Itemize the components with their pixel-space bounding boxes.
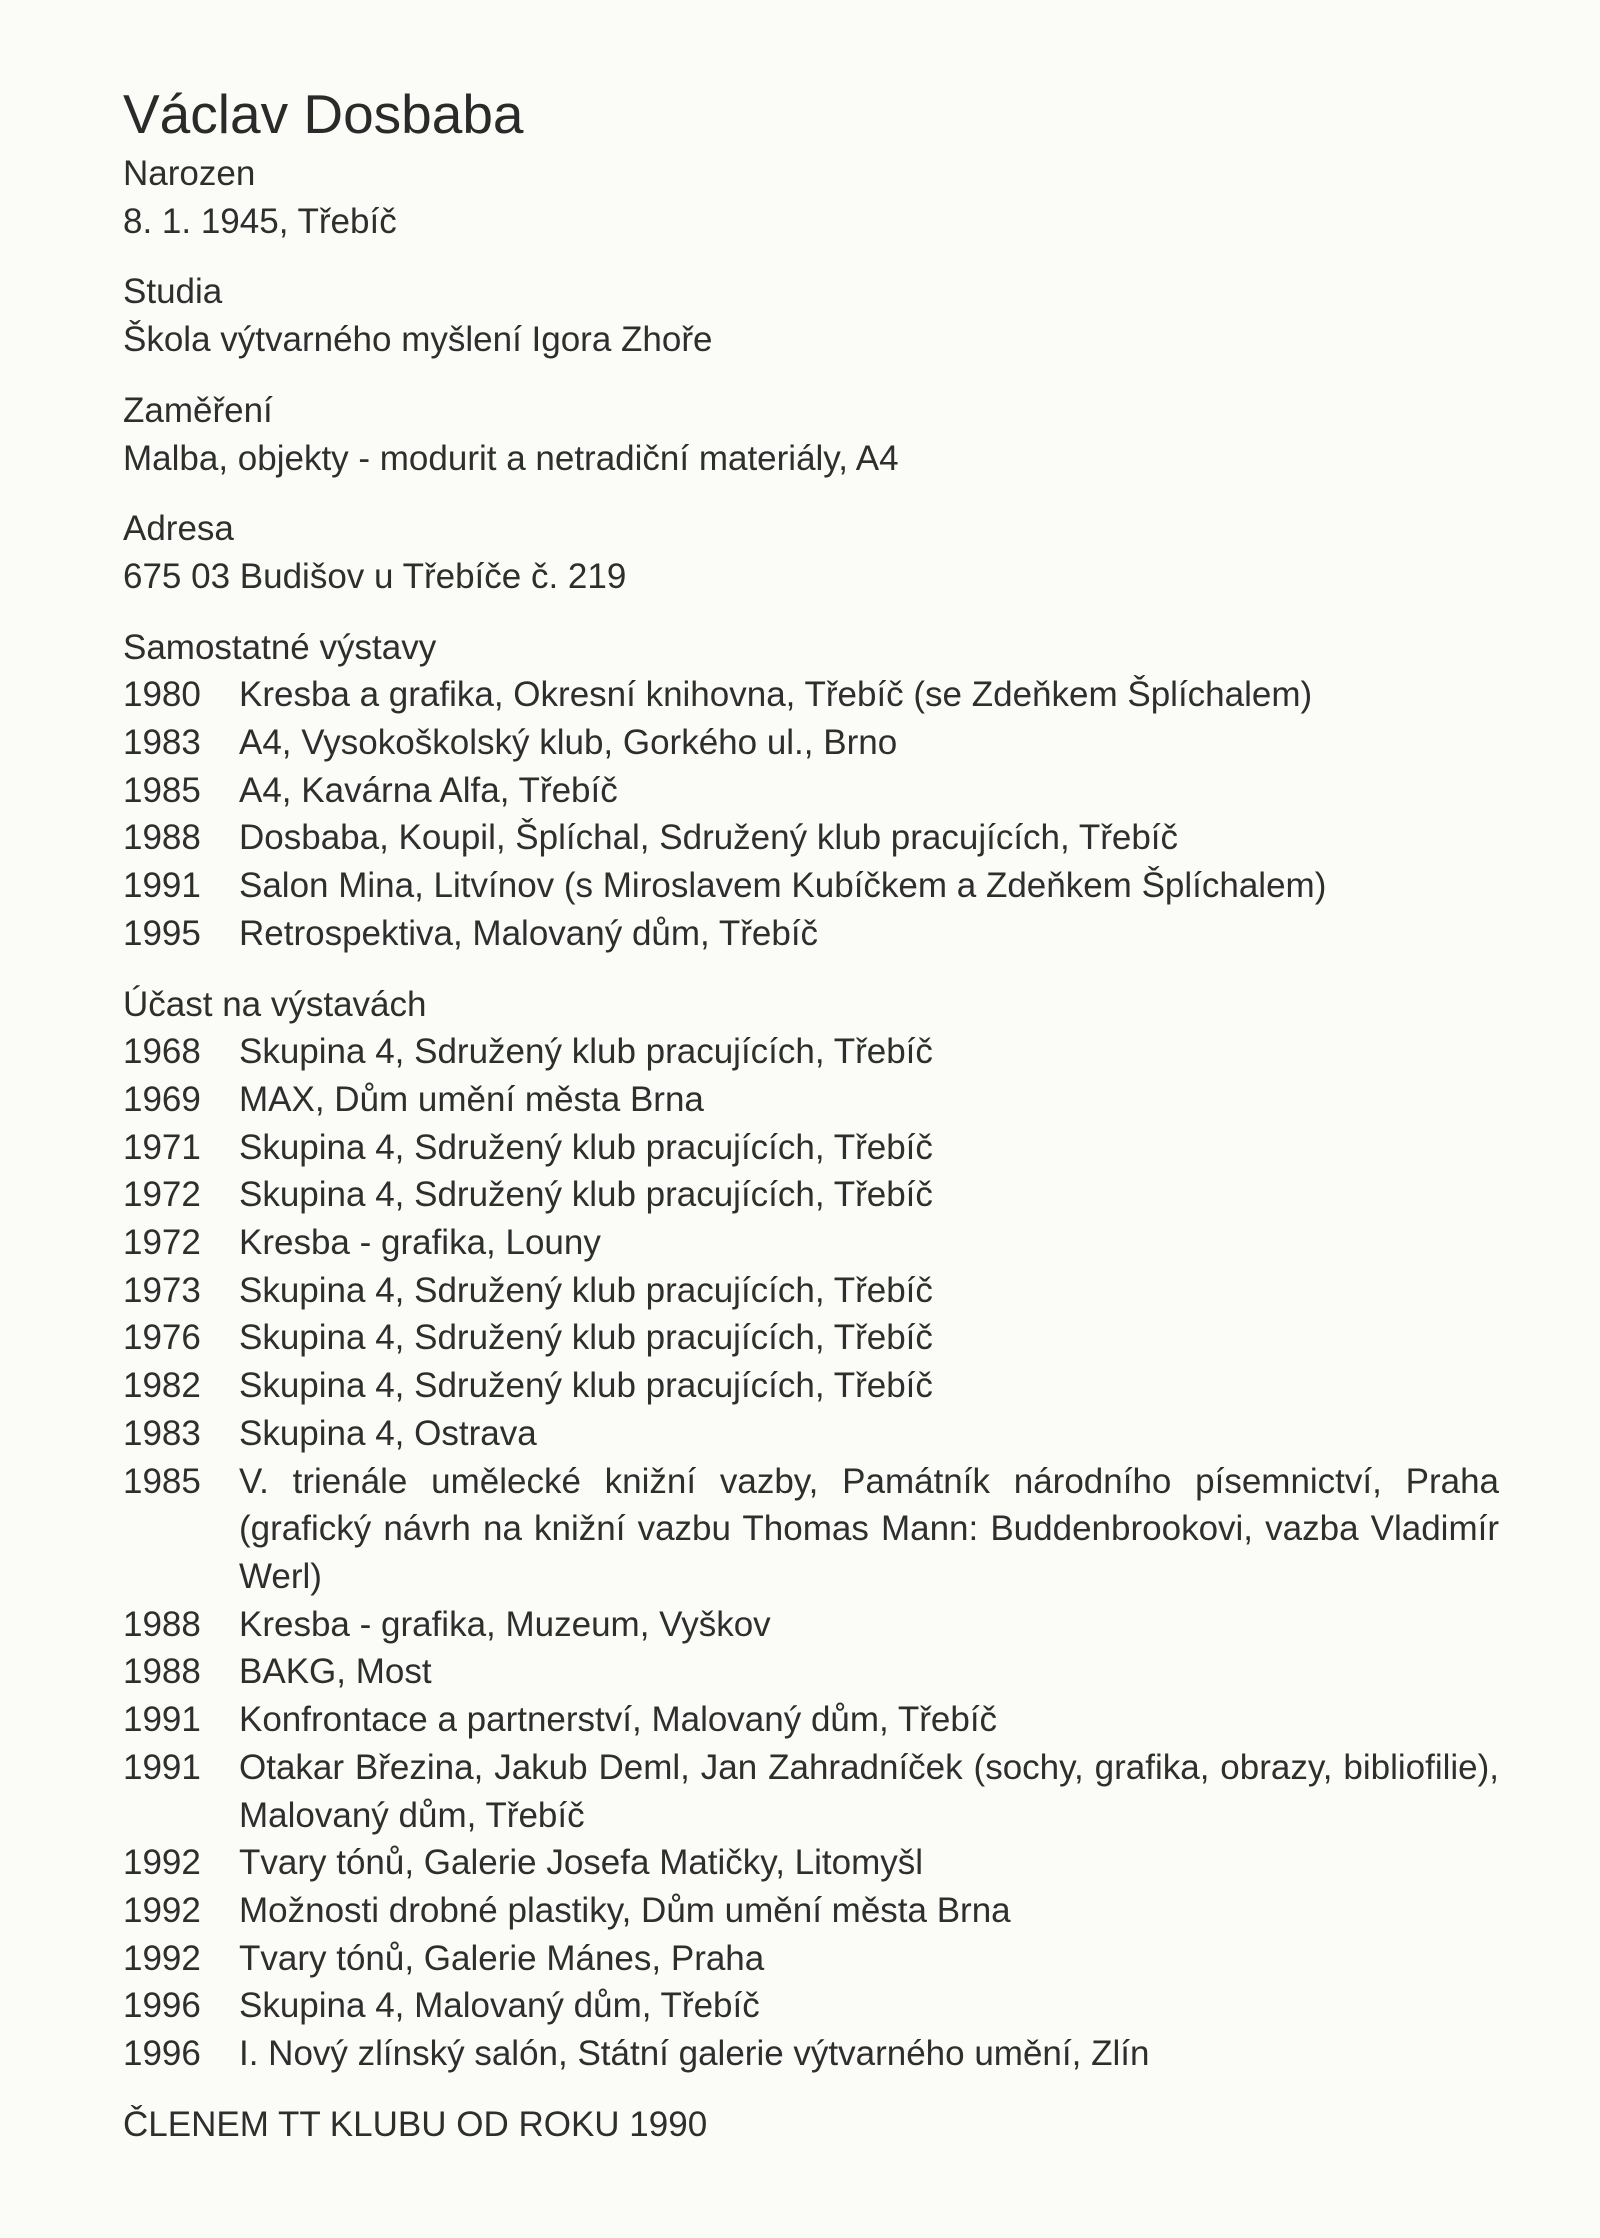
exhibition-row xyxy=(123,1696,1499,1744)
exhibition-text: Tvary tónů, Galerie Josefa Matičky, Litomyšl xyxy=(239,1843,924,1883)
exhibition-row xyxy=(123,1267,1499,1315)
exhibition-row xyxy=(123,1219,1499,1267)
exhibition-row xyxy=(123,1076,1499,1124)
exhibition-year: 1992 xyxy=(123,1890,201,1930)
exhibition-row xyxy=(123,814,1499,862)
section-value: Malba, objekty - modurit a netradiční materiály, A4 xyxy=(123,438,899,478)
info-section xyxy=(123,387,1499,482)
exhibition-year: 1976 xyxy=(123,1318,201,1358)
exhibition-text: Dosbaba, Koupil, Šplíchal, Sdružený klub pracujících, Třebíč xyxy=(239,818,1179,858)
exhibition-year: 1985 xyxy=(123,1461,201,1501)
exhibition-text: A4, Kavárna Alfa, Třebíč xyxy=(239,770,618,810)
exhibition-year: 1973 xyxy=(123,1270,201,1310)
exhibition-year: 1972 xyxy=(123,1223,201,1263)
exhibition-year: 1996 xyxy=(123,2034,201,2074)
exhibition-year: 1991 xyxy=(123,1700,201,1740)
info-section xyxy=(123,150,1499,245)
section-label: Adresa xyxy=(123,509,234,549)
exhibition-text: A4, Vysokoškolský klub, Gorkého ul., Brno xyxy=(239,723,898,763)
section-value: 675 03 Budišov u Třebíče č. 219 xyxy=(123,556,627,596)
section-label: Narozen xyxy=(123,154,256,193)
exhibition-row xyxy=(123,1648,1499,1696)
exhibition-text: Skupina 4, Sdružený klub pracujících, Třebíč xyxy=(239,1366,933,1406)
exhibition-year: 1995 xyxy=(123,913,201,953)
exhibition-row xyxy=(123,1601,1499,1649)
exhibition-row xyxy=(123,910,1499,958)
exhibition-year: 1988 xyxy=(123,818,201,858)
exhibition-row xyxy=(123,1410,1499,1458)
exhibition-text: Salon Mina, Litvínov (s Miroslavem Kubíčkem a Zdeňkem Šplíchalem) xyxy=(239,866,1327,906)
exhibition-text: BAKG, Most xyxy=(239,1652,432,1692)
section-value: Škola výtvarného myšlení Igora Zhoře xyxy=(123,320,713,360)
exhibition-text: Retrospektiva, Malovaný dům, Třebíč xyxy=(239,913,819,953)
exhibition-text: V. trienále umělecké knižní vazby, Památník národního písemnictví, Praha (grafický návrh na knižní vazbu Thomas Mann: Buddenbrookovi, vazba Vladimír Werl) xyxy=(239,1461,1499,1596)
membership-note: ČLENEM TT KLUBU OD ROKU 1990 xyxy=(123,2104,708,2144)
exhibition-row xyxy=(123,1028,1499,1076)
section-label: Zaměření xyxy=(123,390,273,430)
exhibition-year: 1988 xyxy=(123,1652,201,1692)
exhibition-year: 1992 xyxy=(123,1843,201,1883)
exhibition-text: Otakar Březina, Jakub Deml, Jan Zahradníček (sochy, grafika, obrazy, bibliofilie), Malovaný dům, Třebíč xyxy=(239,1747,1499,1835)
exhibition-text: Skupina 4, Sdružený klub pracujících, Třebíč xyxy=(239,1127,933,1167)
artist-name: Václav Dosbaba xyxy=(123,83,524,145)
exhibition-row xyxy=(123,1458,1499,1601)
exhibition-row xyxy=(123,1124,1499,1172)
exhibition-text: Skupina 4, Ostrava xyxy=(239,1413,537,1453)
exhibition-text: Skupina 4, Sdružený klub pracujících, Třebíč xyxy=(239,1318,933,1358)
exhibition-year: 1992 xyxy=(123,1938,201,1978)
info-section xyxy=(123,268,1499,363)
section-label: Studia xyxy=(123,272,223,312)
exhibition-row xyxy=(123,1171,1499,1219)
exhibition-year: 1991 xyxy=(123,866,201,906)
group-list xyxy=(123,1028,1499,2077)
solo-list xyxy=(123,671,1499,957)
exhibition-year: 1983 xyxy=(123,723,201,763)
section-label: Účast na výstavách xyxy=(123,984,427,1024)
exhibition-text: Skupina 4, Sdružený klub pracujících, Třebíč xyxy=(239,1032,933,1072)
exhibition-row xyxy=(123,671,1499,719)
exhibition-row xyxy=(123,1362,1499,1410)
exhibition-text: Skupina 4, Sdružený klub pracujících, Třebíč xyxy=(239,1270,933,1310)
exhibition-year: 1968 xyxy=(123,1032,201,1072)
exhibition-year: 1982 xyxy=(123,1366,201,1406)
exhibition-text: Konfrontace a partnerství, Malovaný dům, Třebíč xyxy=(239,1700,998,1740)
exhibition-row xyxy=(123,1839,1499,1887)
exhibition-year: 1980 xyxy=(123,675,201,715)
solo-exhibitions xyxy=(123,624,1499,958)
exhibition-row xyxy=(123,1982,1499,2030)
exhibition-text: I. Nový zlínský salón, Státní galerie výtvarného umění, Zlín xyxy=(239,2034,1150,2074)
exhibition-year: 1983 xyxy=(123,1413,201,1453)
exhibition-text: Možnosti drobné plastiky, Dům umění města Brna xyxy=(239,1890,1011,1930)
exhibition-text: Kresba - grafika, Louny xyxy=(239,1223,601,1263)
exhibition-text: Skupina 4, Malovaný dům, Třebíč xyxy=(239,1986,760,2026)
exhibition-text: MAX, Dům umění města Brna xyxy=(239,1079,704,1119)
exhibition-year: 1972 xyxy=(123,1175,201,1215)
exhibition-text: Kresba - grafika, Muzeum, Vyškov xyxy=(239,1604,771,1644)
exhibition-year: 1971 xyxy=(123,1127,201,1167)
exhibition-year: 1985 xyxy=(123,770,201,810)
exhibition-text: Skupina 4, Sdružený klub pracujících, Třebíč xyxy=(239,1175,933,1215)
exhibition-year: 1996 xyxy=(123,1986,201,2026)
exhibition-row xyxy=(123,862,1499,910)
section-value: 8. 1. 1945, Třebíč xyxy=(123,201,397,241)
exhibition-text: Tvary tónů, Galerie Mánes, Praha xyxy=(239,1938,765,1978)
exhibition-row xyxy=(123,1314,1499,1362)
exhibition-row xyxy=(123,719,1499,767)
document-page xyxy=(123,84,1499,2148)
exhibition-year: 1991 xyxy=(123,1747,201,1787)
exhibition-year: 1988 xyxy=(123,1604,201,1644)
exhibition-row xyxy=(123,1887,1499,1935)
exhibition-year: 1969 xyxy=(123,1079,201,1119)
exhibition-text: Kresba a grafika, Okresní knihovna, Třebíč (se Zdeňkem Šplíchalem) xyxy=(239,675,1313,715)
info-section xyxy=(123,505,1499,600)
exhibition-row xyxy=(123,1935,1499,1983)
section-label: Samostatné výstavy xyxy=(123,627,437,667)
exhibition-row xyxy=(123,1744,1499,1839)
info-sections xyxy=(123,150,1499,601)
exhibition-row xyxy=(123,2030,1499,2078)
group-exhibitions xyxy=(123,981,1499,2078)
exhibition-row xyxy=(123,767,1499,815)
